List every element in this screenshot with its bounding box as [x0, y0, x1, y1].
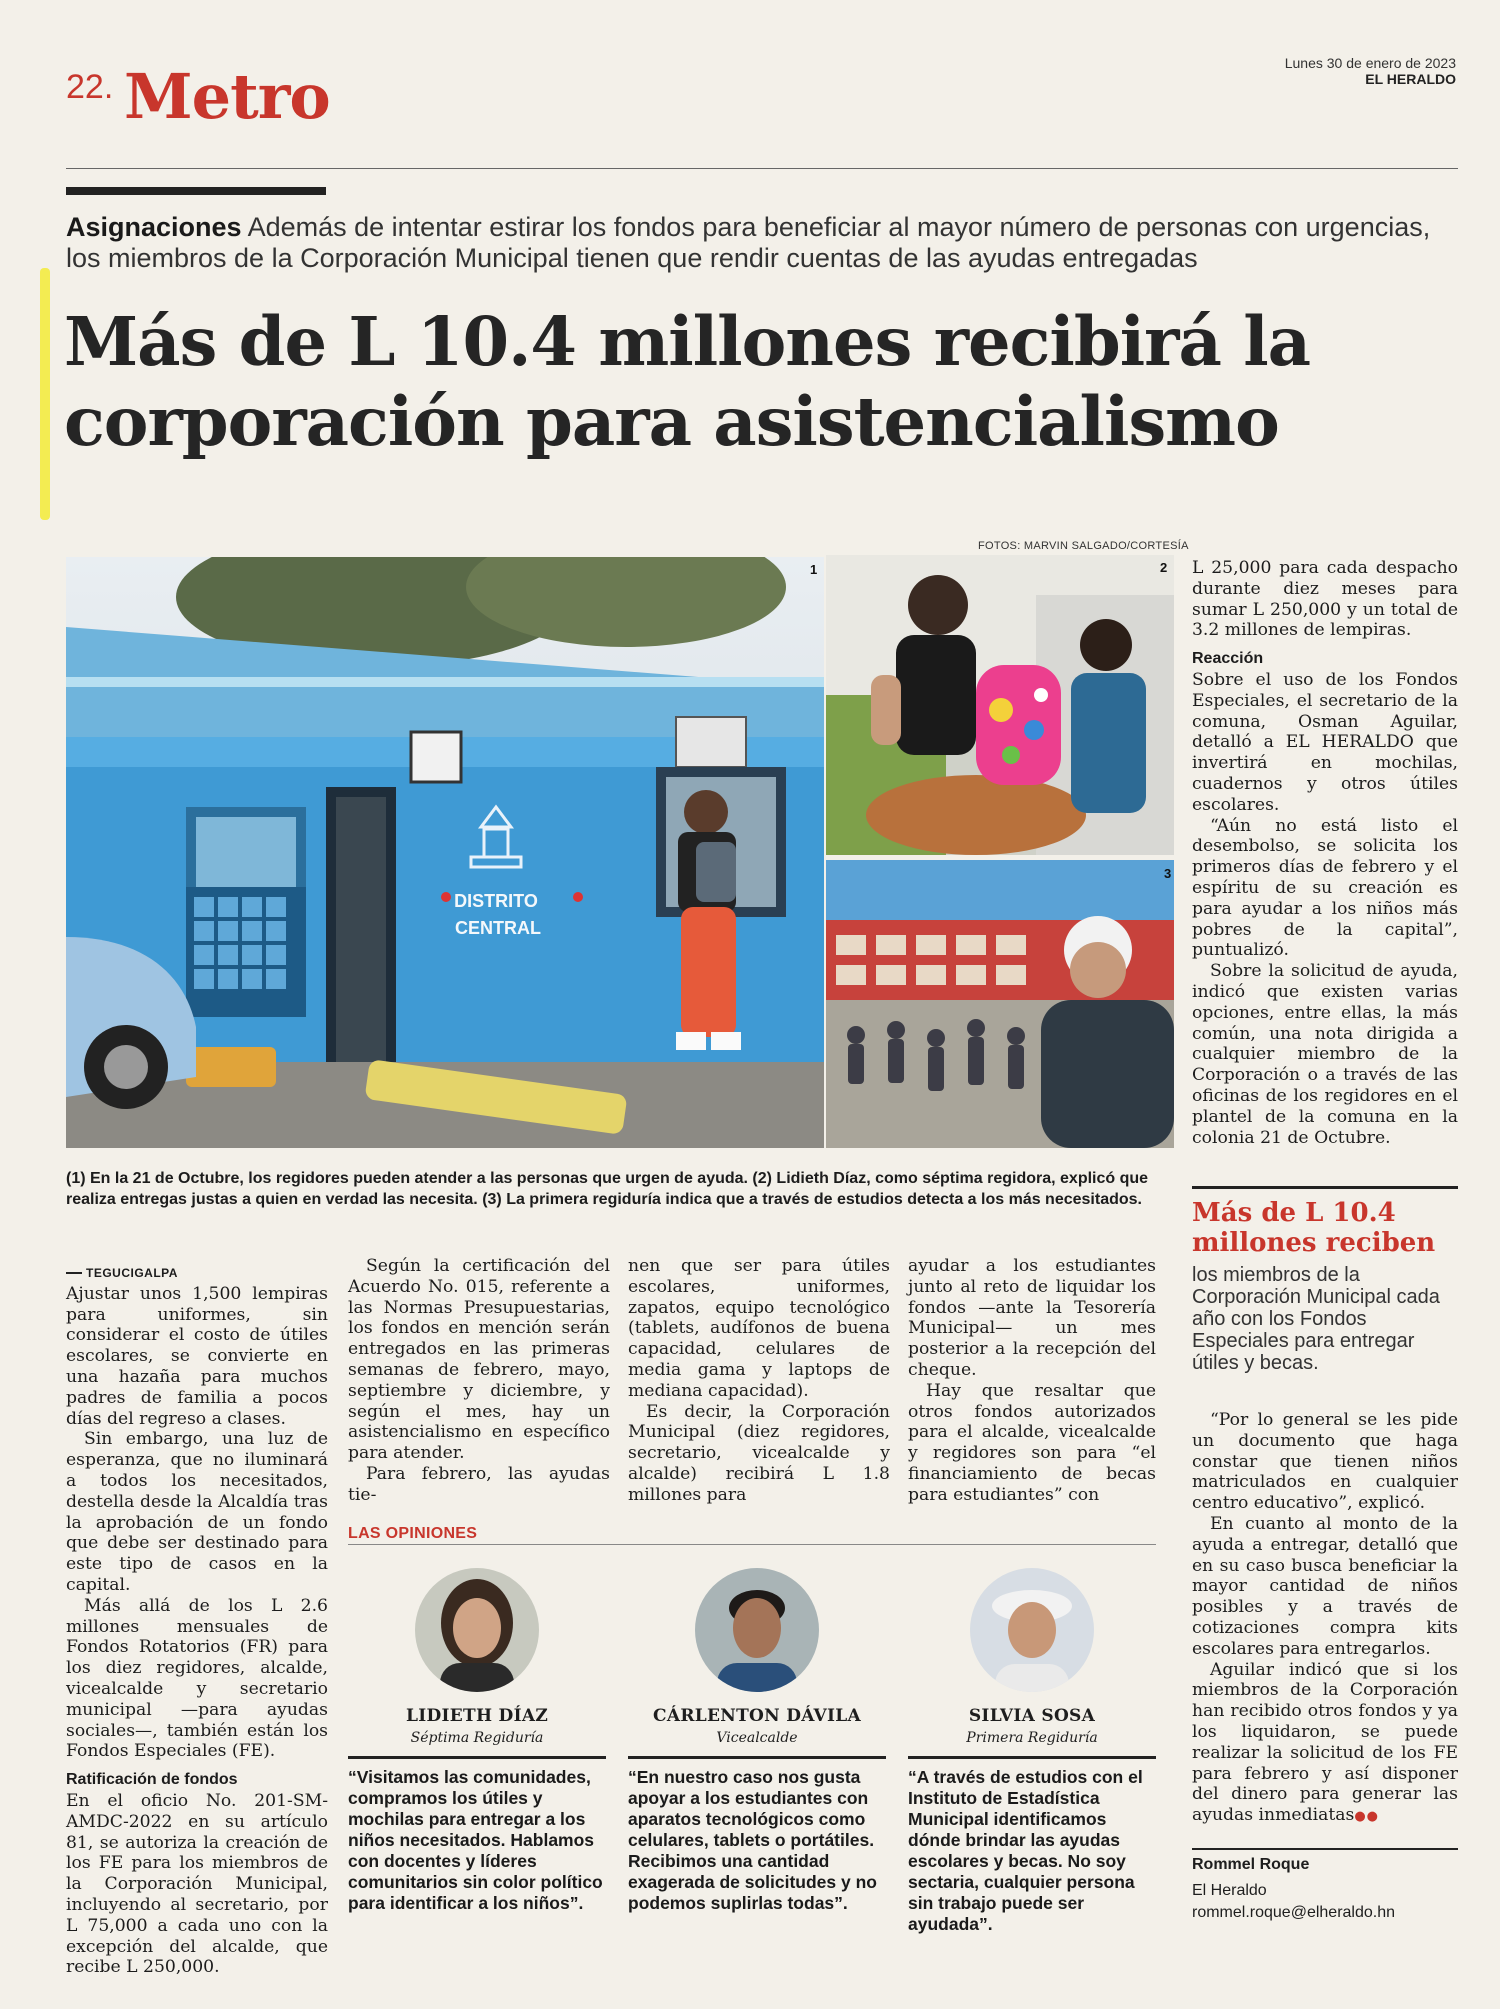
photo-1-building — [66, 557, 824, 1148]
subhead-ratificacion: Ratificación de fondos — [66, 1771, 238, 1789]
paragraph: ayudar a los estudiantes junto al reto de liquidar los fondos —ante la Tesorería Municipal— un mes posterior a la recepción del cheque. — [908, 1256, 1156, 1380]
highlight-box-rule — [1192, 1186, 1458, 1189]
photo-credit: FOTOS: MARVIN SALGADO/CORTESÍA — [978, 540, 1189, 552]
opinion-rule — [628, 1756, 886, 1759]
highlighter-mark — [40, 268, 50, 520]
deck-text: Además de intentar estirar los fondos para beneficiar al mayor número de personas con urgencias, los miembros de la Corporación Municipal tienen que rendir cuentas de las ayudas entregadas — [66, 212, 1431, 273]
article-right-column-bottom — [1192, 1410, 1458, 1828]
paragraph — [1192, 1660, 1458, 1828]
header-rule — [66, 168, 1458, 169]
article-column-3 — [628, 1256, 890, 1506]
photo-3-illustration — [826, 860, 1174, 1148]
byline-outlet: El Heraldo — [1192, 1882, 1267, 1899]
subhead-reaccion: Reacción — [1192, 650, 1264, 668]
opinion-role: Vicealcalde — [716, 1730, 798, 1746]
paragraph: L 25,000 para cada despacho durante diez meses para sumar L 250,000 y un total de 3.2 millones de lempiras. — [1192, 558, 1458, 641]
paragraph: Para febrero, las ayudas tie- — [348, 1463, 610, 1505]
paragraph: Según la certificación del Acuerdo No. 015, referente a las Normas Presupuestarias, los fondos en mención serán entregados en las primeras semanas de febrero, mayo, septiembre y diciembre, y según el mes, hay un asistencialismo en específico para atender. — [348, 1256, 610, 1464]
paragraph: Más allá de los L 2.6 millones mensuales de Fondos Rotatorios (FR) para los diez regidores, alcalde, vicealcalde y secretario municipal —para ayudas sociales—, también están los Fondos Especiales (FE). — [66, 1595, 328, 1762]
dateline-rule — [66, 1272, 82, 1274]
opinion-quote: “En nuestro caso nos gusta apoyar a los estudiantes con aparatos tecnológicos como celulares, tablets o portátiles. Recibimos una cantidad exagerada de solicitudes y no podemos suplirlas todas”. — [628, 1767, 877, 1913]
photo-2-illustration — [826, 555, 1174, 855]
headline — [64, 302, 1464, 462]
opinion-carlenton-davila — [628, 1568, 886, 1914]
avatar-illustration — [970, 1568, 1094, 1692]
paragraph: Sobre el uso de los Fondos Especiales, el secretario de la comuna, Osman Aguilar, detalló a EL HERALDO que invertirá en mochilas, cuadernos y otros útiles escolares. — [1192, 669, 1458, 815]
opinion-role: Séptima Regiduría — [410, 1730, 544, 1746]
headline-line-1: Más de L 10.4 millones recibirá la — [64, 302, 1311, 381]
avatar — [970, 1568, 1094, 1692]
paragraph: Sobre la solicitud de ayuda, indicó que existen varias opciones, entre ellas, la más común, una nota dirigida a cualquier miembro de la Corporación o a través de las oficinas de los regidores en el plantel de la comuna en la colonia 21 de Octubre. — [1192, 961, 1458, 1148]
deck-kicker: Asignaciones — [66, 212, 242, 242]
opinion-name: SILVIA SOSA — [968, 1706, 1096, 1726]
photo-1-illustration — [66, 557, 824, 1148]
opinion-name: CÁRLENTON DÁVILA — [653, 1706, 861, 1726]
photo-3-number: 3 — [1164, 866, 1172, 881]
sign-text-central: CENTRAL — [455, 918, 541, 938]
opinion-name: LIDIETH DÍAZ — [405, 1706, 549, 1726]
opinion-lidieth-diaz — [348, 1568, 606, 1914]
sign-text-distrito: DISTRITO — [454, 891, 538, 911]
opinion-rule — [348, 1756, 606, 1759]
opinion-quote: “Visitamos las comunidades, compramos los útiles y mochilas para entregar a los niños necesitados. Hablamos con docentes y líderes comunitarios sin color político para identificar a los niños”. — [348, 1767, 603, 1913]
deck-rule — [66, 187, 326, 195]
opinion-role: Primera Regiduría — [966, 1730, 1098, 1746]
article-column-1 — [66, 1262, 328, 1978]
avatar — [695, 1568, 819, 1692]
newspaper-name: EL HERALDO — [1365, 71, 1456, 87]
byline-rule — [1192, 1848, 1458, 1850]
opinion-quote: “A través de estudios con el Instituto de Estadística Municipal identificamos dónde brindar las ayudas escolares y becas. No soy sectaria, cualquier persona sin trabajo puede ser ayudada”. — [908, 1767, 1143, 1934]
highlight-box-head: Más de L 10.4 millones reciben — [1192, 1198, 1436, 1258]
photo-2-backpack — [826, 555, 1174, 855]
headline-line-2: corporación para asistencialismo — [64, 382, 1279, 461]
highlight-box-text: los miembros de la Corporación Municipal cada año con los Fondos Especiales para entregar útiles y becas. — [1192, 1264, 1440, 1374]
paragraph: Hay que resaltar que otros fondos autorizados para el alcalde, vicealcalde y regidores son para “el financiamiento de becas para estudiantes” con — [908, 1380, 1156, 1505]
avatar-illustration — [695, 1568, 819, 1692]
byline-name: Rommel Roque — [1192, 1856, 1310, 1873]
page-number: 22. — [66, 68, 114, 106]
opinion-silvia-sosa — [908, 1568, 1156, 1935]
photo-1-number: 1 — [810, 562, 818, 577]
article-right-column-top — [1192, 558, 1458, 1148]
avatar-illustration — [415, 1568, 539, 1692]
article-column-4 — [908, 1256, 1156, 1506]
paragraph: Ajustar unos 1,500 lempiras para uniformes, sin considerar el costo de útiles escolares, se convierte en una hazaña para muchos padres de familia a pocos días del regreso a clases. — [66, 1283, 328, 1429]
dateline: TEGUCIGALPA — [86, 1266, 178, 1280]
article-column-2 — [348, 1256, 610, 1506]
photo-caption: (1) En la 21 de Octubre, los regidores pueden atender a las personas que urgen de ayuda. (2) Lidieth Díaz, como séptima regidora, explicó que realiza entregas justas a quien en verdad las necesita. (3) La primera regiduría indica que a través de estudios detecta a los más necesitados. — [66, 1170, 1149, 1208]
paragraph: Sin embargo, una luz de esperanza, que no iluminará a todos los necesitados, destella desde la Alcaldía tras la aprobación de un fondo que debe ser destinado para este tipo de casos en la capital. — [66, 1429, 328, 1595]
opinion-rule — [908, 1756, 1156, 1759]
byline-email: rommel.roque@elheraldo.hn — [1192, 1904, 1396, 1921]
paragraph: En el oficio No. 201-SM-AMDC-2022 en su artículo 81, se autoriza la creación de los FE para los miembros de la Corporación Municipal, incluyendo al secretario, por L 75,000 a cada uno con la excepción del alcalde, que recibe L 250,000. — [66, 1790, 328, 1978]
deck — [66, 212, 1446, 274]
paragraph: nen que ser para útiles escolares, uniformes, zapatos, equipo tecnológico (tablets, audífonos de buena capacidad, celulares de media gama y laptops de mediana capacidad). — [628, 1256, 890, 1401]
photo-3-crowd — [826, 860, 1174, 1148]
paragraph: “Por lo general se les pide un documento que haga constar que tienen niños matriculados en cualquier centro educativo”, explicó. — [1192, 1410, 1458, 1514]
opinions-label: LAS OPINIONES — [348, 1525, 478, 1542]
photo-2-number: 2 — [1160, 560, 1168, 575]
final-paragraph-text: Aguilar indicó que si los miembros de la Corporación han recibido otros fondos y ya los liquidaron, se puede realizar la solicitud de los FE para febrero y así disponer del dinero para generar las ayudas inmediatas — [1192, 1659, 1458, 1826]
issue-date: Lunes 30 de enero de 2023 — [1284, 55, 1456, 71]
section-title: Metro — [124, 60, 330, 133]
opinions-rule — [348, 1544, 1156, 1545]
paragraph: En cuanto al monto de la ayuda a entregar, detalló que en su caso busca beneficiar la mayor cantidad de niños posibles y a través de cotizaciones compra kits escolares para entregarlos. — [1192, 1513, 1458, 1659]
paragraph: Es decir, la Corporación Municipal (diez regidores, secretario, vicealcalde y alcalde) recibirá L 1.8 millones para — [628, 1401, 890, 1505]
paragraph: “Aún no está listo el desembolso, se solicita los primeros días de febrero y el espíritu de su creación es para ayudar a los niños más pobres de la capital”, puntualizó. — [1192, 815, 1458, 961]
avatar — [415, 1568, 539, 1692]
end-mark-icon: ●● — [1354, 1809, 1380, 1825]
